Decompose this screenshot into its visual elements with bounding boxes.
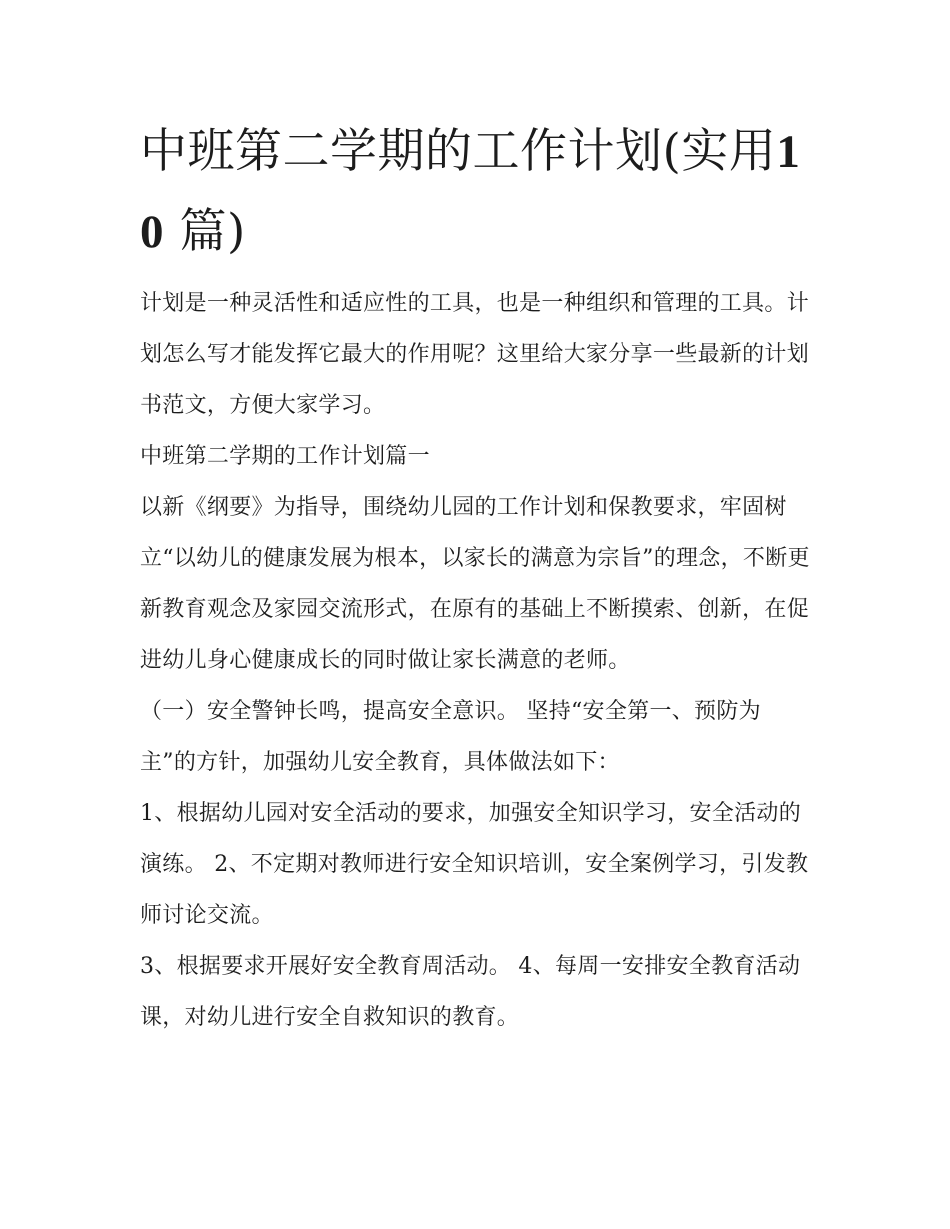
title-number: 10 (140, 126, 801, 258)
body-paragraph: 3、根据要求开展好安全教育周活动。 4、每周一安排安全教育活动课，对幼儿进行安全自救知识的教育。 (140, 954, 801, 1030)
title-main: 中班第二学期的工作计划(实用 (140, 124, 777, 179)
body-paragraph: （一）安全警钟长鸣，提高安全意识。 坚持“安全第一、预防为主”的方针，加强幼儿安全教育，具体做法如下： (140, 699, 761, 775)
section-heading: 中班第二学期的工作计划篇一 (140, 444, 430, 469)
document-body (140, 112, 812, 1043)
title-tail: 篇) (164, 204, 246, 259)
body-paragraph: 1、根据幼儿园对安全活动的要求，加强安全知识学习，安全活动的演练。 2、不定期对教师进行安全知识培训，安全案例学习，引发教师讨论交流。 (140, 801, 809, 928)
body-paragraph: 以新《纲要》为指导，围绕幼儿园的工作计划和保教要求，牢固树立“以幼儿的健康发展为根本，以家长的满意为宗旨”的理念，不断更新教育观念及家园交流形式，在原有的基础上不断摸索、创新，在促进幼儿身心健康成长的同时做让家长满意的老师。 (140, 495, 810, 673)
document-title (140, 112, 812, 272)
intro-paragraph: 计划是一种灵活性和适应性的工具，也是一种组织和管理的工具。计划怎么写才能发挥它最大的作用呢？这里给大家分享一些最新的计划书范文，方便大家学习。 (140, 291, 810, 418)
